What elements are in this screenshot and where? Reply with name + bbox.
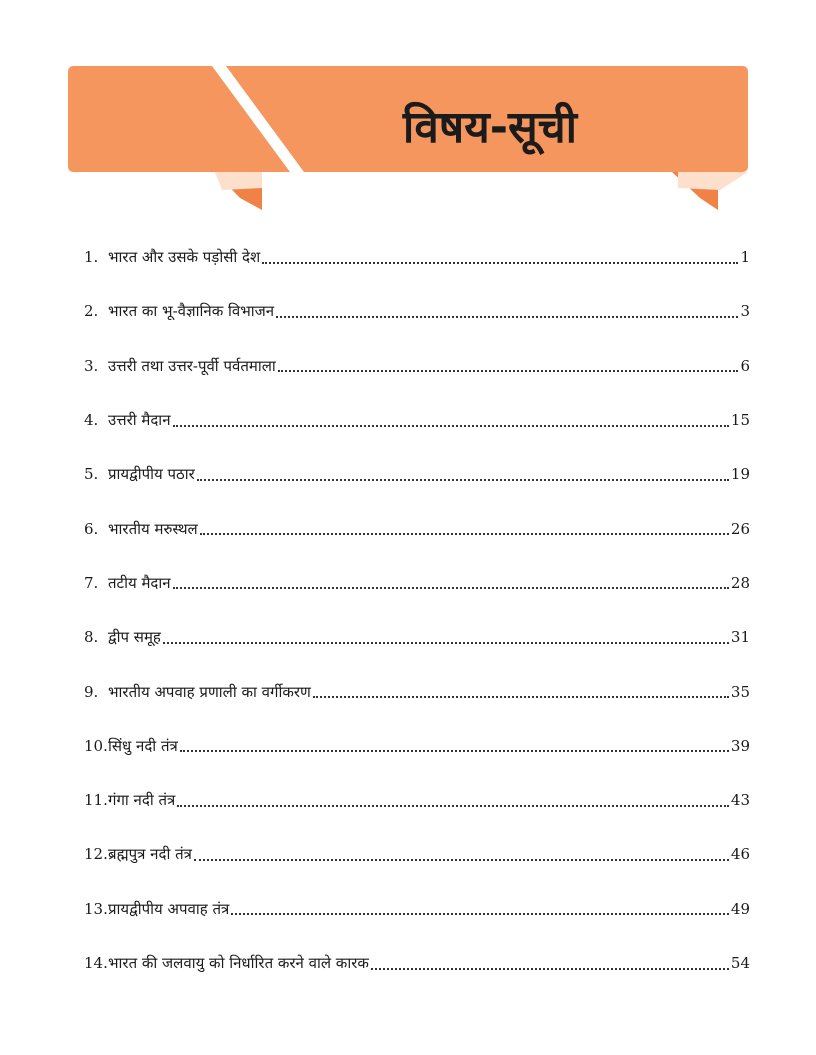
toc-entry-number: 8. [84, 628, 99, 647]
toc-entry-page: 1 [740, 248, 750, 267]
toc-entry [84, 284, 750, 338]
toc-entry-number: 13. [84, 899, 108, 918]
toc-entry [84, 773, 750, 827]
toc-entry-page: 31 [730, 628, 750, 647]
toc-entry-page: 43 [730, 791, 750, 810]
toc-entry [84, 447, 750, 501]
toc-entry-number: 14. [84, 954, 108, 972]
toc-entry [84, 393, 750, 447]
toc-leader-dots [276, 315, 738, 318]
toc-entry-title: सिंधु नदी तंत्र [108, 736, 178, 755]
toc-entry-page: 35 [730, 682, 750, 701]
toc-entry-number: 2. [84, 302, 99, 321]
toc-entry-title: प्रायद्वीपीय पठार [108, 465, 195, 484]
toc-entry-page: 15 [730, 411, 750, 430]
toc-entry-number: 6. [84, 519, 99, 538]
toc-entry-page: 39 [730, 736, 750, 755]
toc-leader-dots [278, 369, 739, 372]
toc-entry-page: 49 [730, 899, 750, 918]
toc-entry-page: 6 [740, 356, 750, 375]
toc-entry-title: गंगा नदी तंत्र [108, 791, 176, 810]
banner-left-fold-light [215, 172, 262, 190]
toc-leader-dots [194, 858, 729, 861]
toc-entry [84, 882, 750, 936]
toc-leader-dots [371, 967, 729, 970]
toc-entry [84, 556, 750, 610]
toc-entry-number: 5. [84, 465, 99, 484]
toc-entry-number: 7. [84, 573, 99, 592]
toc-entry-title: भारत की जलवायु को निर्धारित करने वाले कारक [108, 954, 369, 972]
toc-leader-dots [163, 641, 729, 644]
toc-entry [84, 936, 750, 990]
toc-entry-title: उत्तरी तथा उत्तर-पूर्वी पर्वतमाला [108, 356, 276, 375]
toc-entry-page: 26 [730, 519, 750, 538]
toc-entry-page: 46 [730, 845, 750, 864]
toc-entry-number: 12. [84, 845, 108, 864]
banner-right-fold-light [678, 172, 748, 190]
toc-entry [84, 664, 750, 718]
toc-entry [84, 719, 750, 773]
toc-entry-title: तटीय मैदान [108, 573, 171, 592]
toc-entry-title: द्वीप समूह [108, 628, 161, 647]
toc-entry-page: 54 [730, 954, 750, 972]
toc-leader-dots [173, 586, 729, 589]
header-banner [0, 0, 816, 215]
toc-leader-dots [177, 804, 729, 807]
toc-leader-dots [231, 912, 729, 915]
toc-leader-dots [200, 532, 729, 535]
toc-entry [84, 339, 750, 393]
toc-entry-title: भारत का भू-वैज्ञानिक विभाजन [108, 302, 275, 321]
table-of-contents [84, 230, 750, 990]
toc-entry-page: 28 [730, 573, 750, 592]
toc-entry [84, 610, 750, 664]
toc-entry-title: ब्रह्मपुत्र नदी तंत्र [108, 845, 192, 864]
toc-entry-title: प्रायद्वीपीय अपवाह तंत्र [108, 899, 230, 918]
toc-entry [84, 827, 750, 881]
toc-entry-title: भारत और उसके पड़ोसी देश [108, 248, 261, 267]
toc-entry-number: 9. [84, 682, 99, 701]
toc-entry-number: 4. [84, 411, 99, 430]
toc-entry-title: उत्तरी मैदान [108, 411, 171, 430]
toc-entry-number: 10. [84, 736, 108, 755]
toc-leader-dots [262, 261, 738, 264]
toc-entry-number: 11. [84, 791, 108, 810]
toc-entry-title: भारतीय अपवाह प्रणाली का वर्गीकरण [108, 682, 311, 701]
page-title: विषय-सूची [402, 102, 578, 153]
toc-entry-number: 3. [84, 356, 99, 375]
toc-leader-dots [173, 424, 729, 427]
toc-entry [84, 230, 750, 284]
toc-entry-page: 3 [740, 302, 750, 321]
toc-leader-dots [197, 478, 729, 481]
toc-leader-dots [313, 695, 729, 698]
toc-leader-dots [180, 749, 729, 752]
toc-entry-title: भारतीय मरुस्थल [108, 519, 198, 538]
toc-entry [84, 501, 750, 555]
toc-entry-number: 1. [84, 248, 99, 267]
toc-entry-page: 19 [730, 465, 750, 484]
